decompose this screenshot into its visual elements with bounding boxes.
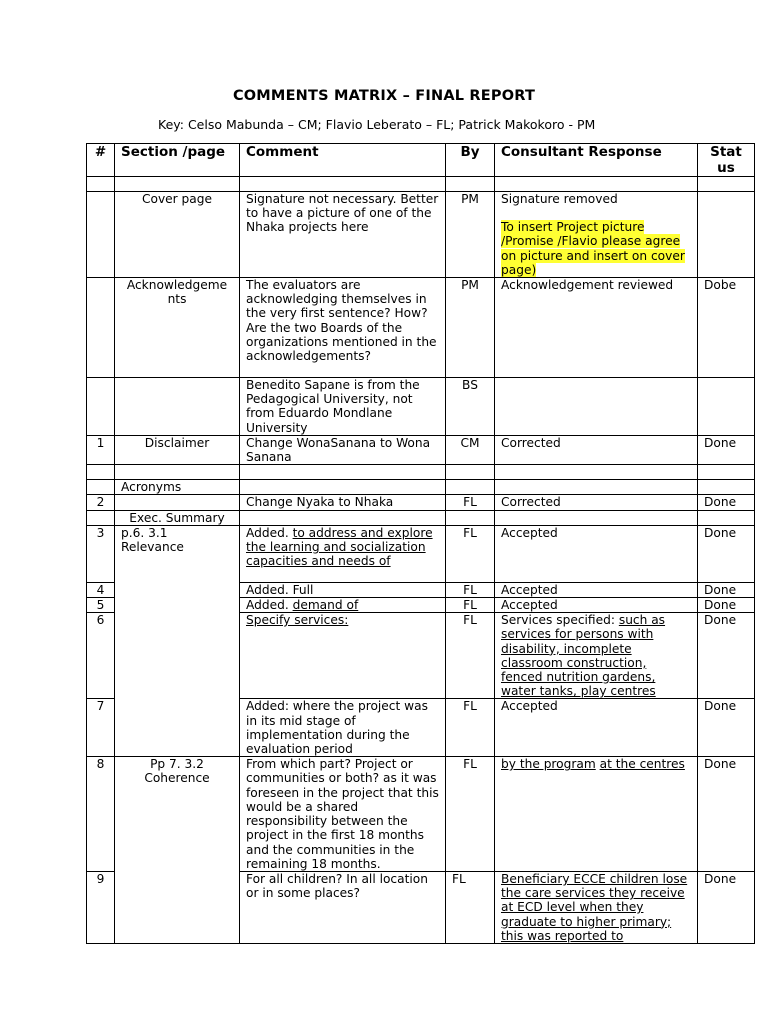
num-cell: 4 <box>87 582 115 597</box>
response-cell: Accepted <box>495 525 698 582</box>
status-cell: Done <box>698 613 755 699</box>
by-cell: FL <box>446 699 495 757</box>
status-cell: Done <box>698 699 755 757</box>
underlined-text: at the centres <box>599 757 685 772</box>
header-num: # <box>87 144 115 177</box>
comment-cell: Signature not necessary. Better to have a picture of one of the Nhaka projects here <box>240 192 446 278</box>
response-cell: Accepted <box>495 598 698 613</box>
header-comment: Comment <box>240 144 446 177</box>
num-cell: 5 <box>87 598 115 613</box>
table-row <box>87 378 755 436</box>
num-cell: 9 <box>87 871 115 943</box>
by-cell: FL <box>446 582 495 597</box>
table-row <box>87 435 755 464</box>
underlined-text: Beneficiary ECCE children lose the care services they receive at ECD level when they graduate to higher primary; this was reported to <box>501 871 688 943</box>
comment-cell: Benedito Sapane is from the Pedagogical University, not from Eduardo Mondlane University <box>240 378 446 436</box>
by-cell: PM <box>446 192 495 278</box>
response-cell <box>495 757 698 872</box>
by-cell: FL <box>446 613 495 699</box>
response-highlight <box>501 220 691 277</box>
num-cell: 2 <box>87 495 115 510</box>
comment-cell: Added. Full <box>240 582 446 597</box>
status-cell: Dobe <box>698 278 755 378</box>
response-cell: Corrected <box>495 495 698 510</box>
by-cell: BS <box>446 378 495 436</box>
response-text: Services specified: <box>501 613 619 628</box>
comment-text: Added. <box>246 525 293 540</box>
num-cell: 7 <box>87 699 115 757</box>
num-cell: 6 <box>87 613 115 699</box>
header-response: Consultant Response <box>495 144 698 177</box>
table-row <box>87 278 755 378</box>
underlined-text: such as services for persons with disability, incomplete classroom construction, fenced nutrition gardens, water tanks, play centres <box>501 613 666 699</box>
num-cell: 1 <box>87 435 115 464</box>
response-cell: Acknowledgement reviewed <box>495 278 698 378</box>
comment-cell: From which part? Project or communities or both? as it was foreseen in the project that this would be a shared responsibility between the project in the first 18 months and the communities in the remaining 18 months. <box>240 757 446 872</box>
table-row <box>87 510 755 525</box>
status-cell: Done <box>698 598 755 613</box>
table-row <box>87 192 755 278</box>
status-cell: Done <box>698 435 755 464</box>
by-cell: CM <box>446 435 495 464</box>
header-status: Stat us <box>698 144 755 177</box>
comment-cell <box>240 613 446 699</box>
by-cell: FL <box>446 871 495 943</box>
comment-cell <box>240 525 446 582</box>
comment-cell: Change Nyaka to Nhaka <box>240 495 446 510</box>
table-row <box>87 465 755 480</box>
response-cell <box>495 613 698 699</box>
underlined-text: to address and explore the learning and socialization capacities and needs of <box>246 525 433 569</box>
header-section: Section /page <box>115 144 240 177</box>
table-row <box>87 480 755 495</box>
underlined-text: Specify services: <box>246 613 349 628</box>
highlighted-text: To insert Project picture /Promise /Flavio please agree on picture and insert on cover page) <box>501 220 685 277</box>
document-title: COMMENTS MATRIX – FINAL REPORT <box>232 88 536 104</box>
table-row <box>87 757 755 872</box>
table-row <box>87 177 755 192</box>
comment-cell: Added: where the project was in its mid stage of implementation during the evaluation period <box>240 699 446 757</box>
comments-matrix-table <box>86 143 755 944</box>
table-row <box>87 525 755 582</box>
section-cell: Disclaimer <box>115 435 240 464</box>
by-cell: FL <box>446 495 495 510</box>
num-cell: 3 <box>87 525 115 582</box>
underlined-text: demand of <box>292 598 359 613</box>
response-cell: Corrected <box>495 435 698 464</box>
status-cell: Done <box>698 757 755 872</box>
comment-cell: Change WonaSanana to Wona Sanana <box>240 435 446 464</box>
response-cell: Accepted <box>495 582 698 597</box>
response-text: Signature removed <box>501 192 618 206</box>
section-cell: Acknowledgeme nts <box>115 278 240 378</box>
header-by: By <box>446 144 495 177</box>
status-cell: Done <box>698 525 755 582</box>
by-cell: PM <box>446 278 495 378</box>
key-legend: Key: Celso Mabunda – CM; Flavio Leberato – FL; Patrick Makokoro - PM <box>158 117 596 132</box>
comment-cell: For all children? In all location or in some places? <box>240 871 446 943</box>
comment-text: Added. <box>246 598 293 613</box>
section-cell: p.6. 3.1 Relevance <box>115 525 240 756</box>
section-cell: Exec. Summary <box>115 510 240 525</box>
table-row <box>87 495 755 510</box>
comment-cell: The evaluators are acknowledging themselves in the very first sentence? How? Are the two Boards of the organizations mentioned in the acknowledgements? <box>240 278 446 378</box>
response-cell: Accepted <box>495 699 698 757</box>
header-row <box>87 144 755 177</box>
response-cell <box>495 192 698 278</box>
section-cell: Acronyms <box>115 480 240 495</box>
underlined-text: by the program <box>501 757 596 772</box>
num-cell: 8 <box>87 757 115 872</box>
status-cell: Done <box>698 871 755 943</box>
response-cell <box>495 871 698 943</box>
comment-cell <box>240 598 446 613</box>
status-cell: Done <box>698 495 755 510</box>
section-cell: Pp 7. 3.2 Coherence <box>115 757 240 944</box>
by-cell: FL <box>446 757 495 872</box>
status-cell: Done <box>698 582 755 597</box>
by-cell: FL <box>446 525 495 582</box>
section-cell: Cover page <box>115 192 240 278</box>
by-cell: FL <box>446 598 495 613</box>
